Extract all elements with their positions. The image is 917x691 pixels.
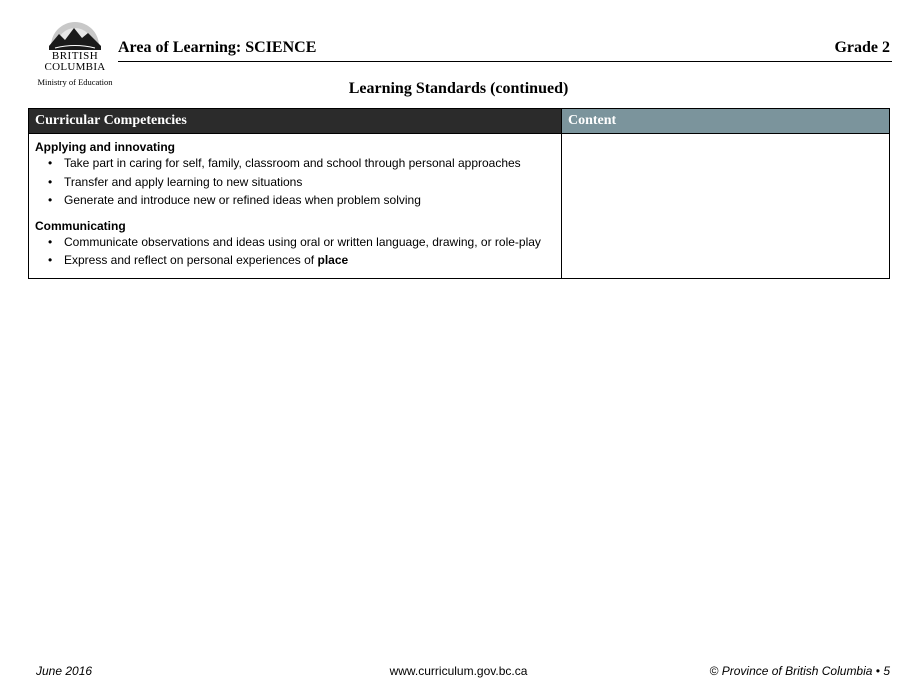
list-item (35, 251, 561, 270)
grade-label: Grade 2 (834, 39, 890, 56)
area-of-learning-title: Area of Learning: SCIENCE (118, 39, 317, 56)
footer-copyright: © Province of British Columbia • 5 (709, 664, 890, 678)
table-body-row (29, 133, 889, 278)
col-header-content: Content (562, 109, 889, 133)
term-place: place (317, 253, 349, 267)
section-heading-applying: Applying and innovating (35, 140, 175, 154)
list-item-text: Express and reflect on personal experiences of (64, 253, 318, 267)
col-header-curricular-competencies: Curricular Competencies (29, 109, 562, 133)
header-divider (118, 61, 892, 62)
logo-ministry: Ministry of Education (37, 77, 113, 87)
footer-url: www.curriculum.gov.bc.ca (389, 664, 528, 678)
table-header-row (29, 109, 889, 133)
bc-mountain-sun-icon (47, 16, 103, 50)
list-item: • Generate and introduce new or refined ideas when problem solving (35, 191, 561, 210)
page-subtitle: Learning Standards (continued) (348, 80, 569, 97)
competencies-cell (29, 134, 562, 278)
list-item: • Transfer and apply learning to new situations (35, 173, 561, 192)
communicating-list (35, 233, 561, 270)
list-item: • Communicate observations and ideas using oral or written language, drawing, or role-play (35, 233, 561, 252)
content-cell (562, 134, 889, 278)
applying-list (35, 154, 561, 210)
footer-date: June 2016 (36, 664, 93, 678)
list-item: • Take part in caring for self, family, classroom and school through personal approaches (35, 154, 561, 173)
section-heading-communicating: Communicating (35, 218, 126, 233)
logo-line-british: BRITISH (51, 50, 99, 62)
learning-standards-table (28, 108, 890, 279)
logo-line-columbia: COLUMBIA (44, 61, 106, 73)
